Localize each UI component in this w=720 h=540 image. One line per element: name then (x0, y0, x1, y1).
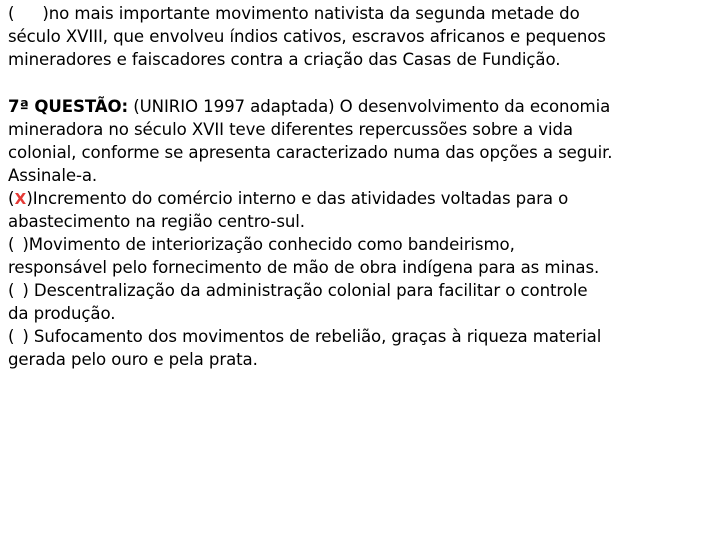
paragraph-line: mineradores e faiscadores contra a criação das Casas de Fundição. (8, 50, 561, 69)
question-7 (8, 95, 707, 371)
option-line (8, 187, 707, 210)
option-line (8, 233, 707, 256)
question-stem: (UNIRIO 1997 adaptada) O desenvolvimento da economia (133, 97, 611, 116)
question-instruction: Assinale-a. (8, 166, 98, 185)
paragraph-line (8, 2, 707, 25)
question-stem-line: colonial, conforme se apresenta caracterizado numa das opções a seguir. (8, 143, 613, 162)
option-line (8, 325, 707, 348)
option-line: abastecimento na região centro-sul. (8, 212, 305, 231)
question-heading-line (8, 95, 707, 118)
option-line: responsável pelo fornecimento de mão de obra indígena para as minas. (8, 258, 600, 277)
option-open-paren: ( (8, 327, 15, 346)
option-open-paren: ( (8, 235, 15, 254)
option-line: da produção. (8, 304, 116, 323)
option-line (8, 279, 707, 302)
answer-x-mark: X (14, 190, 27, 208)
option-line: gerada pelo ouro e pela prata. (8, 350, 258, 369)
option-open-paren: ( (8, 4, 15, 23)
question-label: 7ª QUESTÃO: (8, 97, 129, 116)
option-d[interactable] (8, 325, 707, 371)
option-open-paren: ( (8, 189, 15, 208)
option-text: ) Descentralização da administração colonial para facilitar o controle (22, 281, 588, 300)
option-text: )no mais importante movimento nativista da segunda metade do (42, 4, 580, 23)
option-text: )Movimento de interiorização conhecido como bandeirismo, (22, 235, 515, 254)
option-text: ) Sufocamento dos movimentos de rebelião, graças à riqueza material (22, 327, 602, 346)
option-text: )Incremento do comércio interno e das atividades voltadas para o (26, 189, 569, 208)
paragraph-line: século XVIII, que envolveu índios cativos, escravos africanos e pequenos (8, 27, 606, 46)
option-b[interactable] (8, 233, 707, 279)
option-c[interactable] (8, 279, 707, 325)
question-stem-line: mineradora no século XVII teve diferentes repercussões sobre a vida (8, 120, 573, 139)
previous-question-paragraph (8, 2, 707, 71)
option-a[interactable] (8, 187, 707, 233)
option-open-paren: ( (8, 281, 15, 300)
